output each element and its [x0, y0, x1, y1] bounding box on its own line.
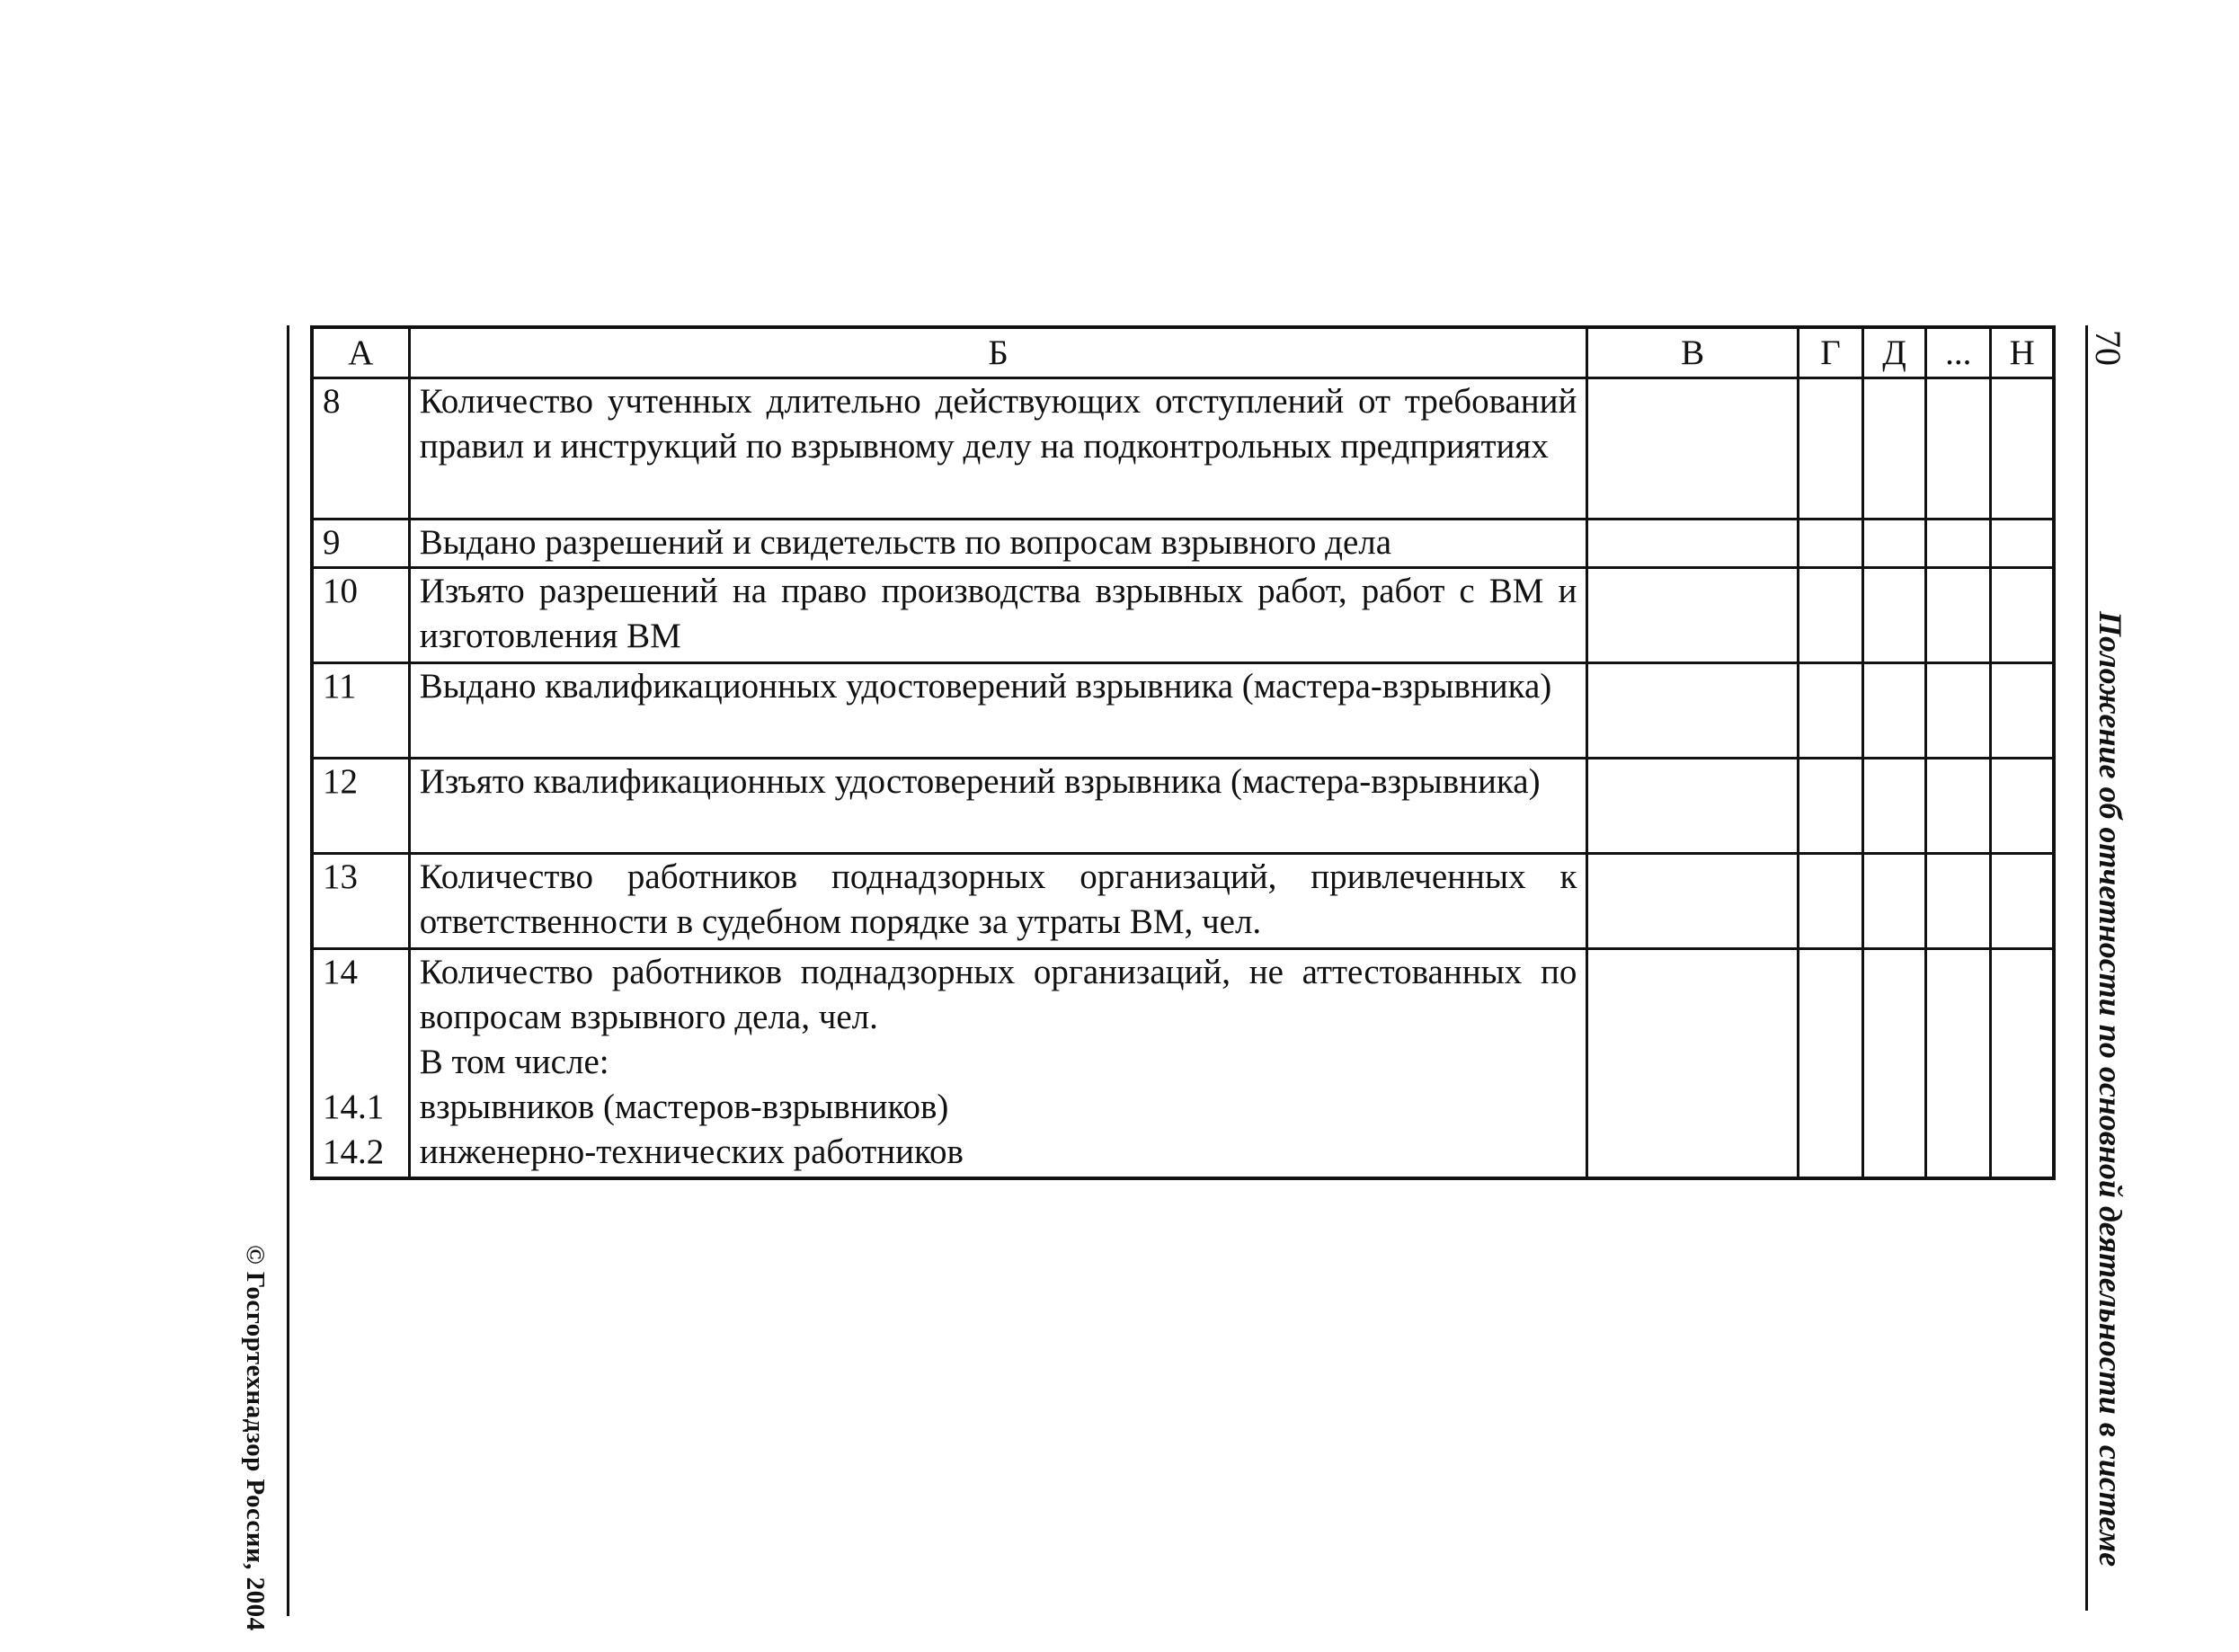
value-cell-d — [1863, 949, 1926, 1179]
value-cell-ellipsis — [1926, 520, 1991, 568]
value-cell-d — [1863, 663, 1926, 759]
row-description: Изъято квалификационных удостоверений взрывника (мастера-взрывника) — [409, 759, 1587, 854]
row-description: Выдано квалификационных удостоверений взрывника (мастера-взрывника) — [409, 663, 1587, 759]
value-cell-v — [1587, 759, 1798, 854]
table-row — [312, 520, 2054, 568]
value-cell-n — [1991, 520, 2054, 568]
value-cell-ellipsis — [1926, 759, 1991, 854]
value-cell-g — [1798, 854, 1862, 949]
header-row — [312, 327, 2054, 378]
left-margin-rule — [287, 325, 289, 1616]
right-margin-rule — [2085, 325, 2088, 1611]
sub-row-number: 14.1 — [323, 1088, 385, 1126]
col-header-ellipsis: ... — [1926, 327, 1991, 378]
value-cell-n — [1991, 568, 2054, 663]
row-description-group — [409, 949, 1587, 1179]
row-number: 11 — [312, 663, 409, 759]
row-number: 8 — [312, 378, 409, 520]
table-row — [312, 949, 2054, 1179]
row-description: Количество учтенных длительно действующих отступлений от требований правил и инструкций по взрывному делу на подконтрольных предприятиях — [409, 378, 1587, 520]
value-cell-g — [1798, 663, 1862, 759]
row-number: 14 — [323, 953, 358, 991]
value-cell-v — [1587, 663, 1798, 759]
value-cell-v — [1587, 854, 1798, 949]
row-description: Количество работников поднадзорных организаций, привлеченных к ответственности в судебном порядке за утраты ВМ, чел. — [409, 854, 1587, 949]
col-header-d: Д — [1863, 327, 1926, 378]
copyright-notice: © Госгортехнадзор России, 2004 — [241, 1245, 270, 1631]
row-number-spacer — [323, 995, 399, 1040]
value-cell-d — [1863, 759, 1926, 854]
table-row — [312, 854, 2054, 949]
row-number-group — [312, 949, 409, 1179]
value-cell-d — [1863, 854, 1926, 949]
col-header-n: Н — [1991, 327, 2054, 378]
sub-row-number: 14.2 — [323, 1132, 385, 1171]
value-cell-ellipsis — [1926, 568, 1991, 663]
value-cell-ellipsis — [1926, 663, 1991, 759]
col-header-v: В — [1587, 327, 1798, 378]
value-cell-n — [1991, 378, 2054, 520]
value-cell-v — [1587, 520, 1798, 568]
sub-row-description: взрывников (мастеров-взрывников) — [419, 1088, 949, 1126]
row-number-spacer — [323, 1040, 399, 1085]
row-number: 12 — [312, 759, 409, 854]
value-cell-v — [1587, 378, 1798, 520]
sub-row-description: инженерно-технических работников — [419, 1132, 964, 1171]
value-cell-d — [1863, 378, 1926, 520]
row-description: Количество работников поднадзорных организаций, не аттестованных по вопросам взрывного дела, чел. — [419, 953, 1577, 1036]
value-cell-g — [1798, 378, 1862, 520]
row-number: 10 — [312, 568, 409, 663]
row-number: 13 — [312, 854, 409, 949]
value-cell-ellipsis — [1926, 378, 1991, 520]
value-cell-d — [1863, 568, 1926, 663]
value-cell-ellipsis — [1926, 854, 1991, 949]
table-row — [312, 568, 2054, 663]
table-row — [312, 663, 2054, 759]
table-row — [312, 378, 2054, 520]
value-cell-g — [1798, 568, 1862, 663]
value-cell-g — [1798, 520, 1862, 568]
running-head: Положение об отчетности по основной деятельности в системе — [2092, 611, 2128, 1568]
col-header-b: Б — [409, 327, 1587, 378]
col-header-a: А — [312, 327, 409, 378]
value-cell-n — [1991, 759, 2054, 854]
value-cell-v — [1587, 949, 1798, 1179]
value-cell-g — [1798, 949, 1862, 1179]
value-cell-n — [1991, 663, 2054, 759]
value-cell-v — [1587, 568, 1798, 663]
including-label: В том числе: — [419, 1043, 609, 1081]
row-description: Изъято разрешений на право производства взрывных работ, работ с ВМ и изготовления ВМ — [409, 568, 1587, 663]
report-table — [310, 325, 2056, 1180]
page-number: 70 — [2088, 330, 2128, 366]
value-cell-ellipsis — [1926, 949, 1991, 1179]
table-row — [312, 759, 2054, 854]
value-cell-n — [1991, 854, 2054, 949]
value-cell-d — [1863, 520, 1926, 568]
value-cell-g — [1798, 759, 1862, 854]
col-header-g: Г — [1798, 327, 1862, 378]
row-number: 9 — [312, 520, 409, 568]
row-description: Выдано разрешений и свидетельств по вопросам взрывного дела — [409, 520, 1587, 568]
value-cell-n — [1991, 949, 2054, 1179]
